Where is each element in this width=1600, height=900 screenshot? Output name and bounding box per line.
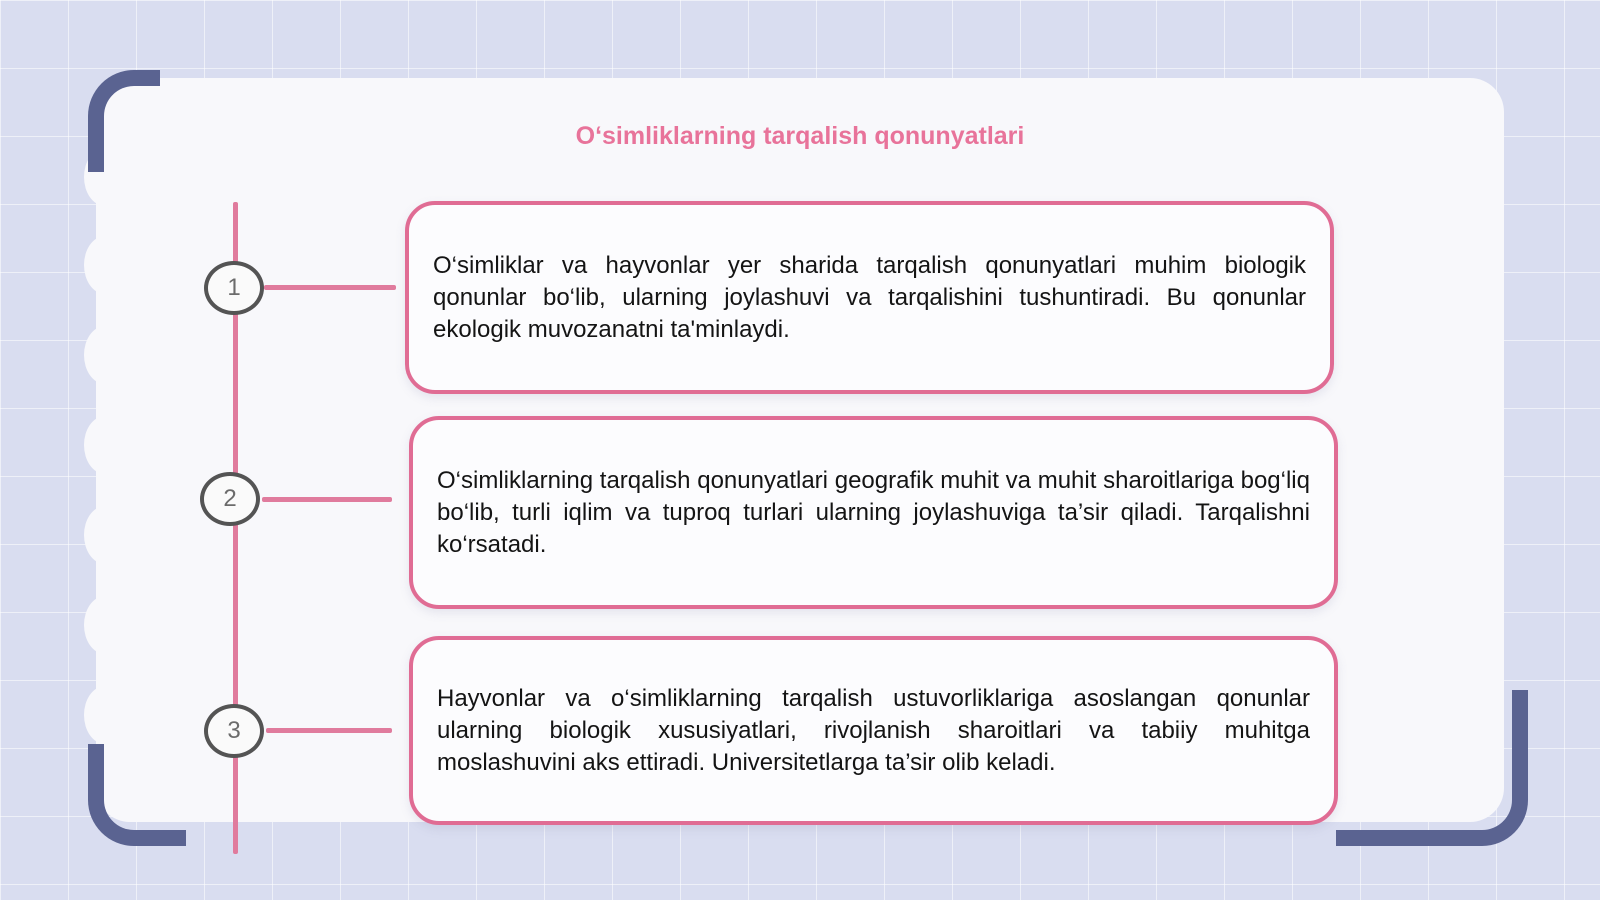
- info-card: [409, 416, 1338, 609]
- timeline-connector: [262, 497, 392, 502]
- paper-scallop: [84, 236, 126, 294]
- slide-title: O‘simliklarning tarqalish qonunyatlari: [575, 122, 1025, 150]
- step-number-badge: 2: [200, 472, 260, 526]
- info-card: [405, 201, 1334, 394]
- paper-scallop: [84, 596, 126, 654]
- frame-corner-top-left: [88, 70, 160, 172]
- frame-corner-bottom-right: [1336, 690, 1528, 846]
- paper-scallop: [84, 326, 126, 384]
- timeline-connector: [266, 728, 392, 733]
- paper-scallop: [84, 686, 126, 744]
- card-text: Hayvonlar va o‘simliklarning tarqalish ustuvorliklariga asoslangan qonunlar ularning biologik xususiyatlari, rivojlanish sharoitlari va tabiiy muhitga moslashuvini aks ettiradi. Universitetlarga ta’sir olib keladi.: [437, 684, 1310, 776]
- step-number-badge: 1: [204, 261, 264, 315]
- info-card: [409, 636, 1338, 825]
- timeline-connector: [264, 285, 396, 290]
- card-text: O‘simliklar va hayvonlar yer sharida tarqalish qonunyatlari muhim biologik qonunlar bo‘lib, ularning joylashuvi va tarqalishini tushuntiradi. Bu qonunlar ekologik muvozanatni ta'minlaydi.: [433, 251, 1306, 343]
- paper-scallop: [84, 506, 126, 564]
- paper-scallop: [84, 416, 126, 474]
- card-text: O‘simliklarning tarqalish qonunyatlari geografik muhit va muhit sharoitlariga bog‘liq bo‘lib, turli iqlim va tuproq turlari ularning joylashuviga ta’sir qiladi. Tarqalishni ko‘rsatadi.: [437, 466, 1310, 558]
- frame-corner-bottom-left: [88, 744, 186, 846]
- step-number-badge: 3: [204, 704, 264, 758]
